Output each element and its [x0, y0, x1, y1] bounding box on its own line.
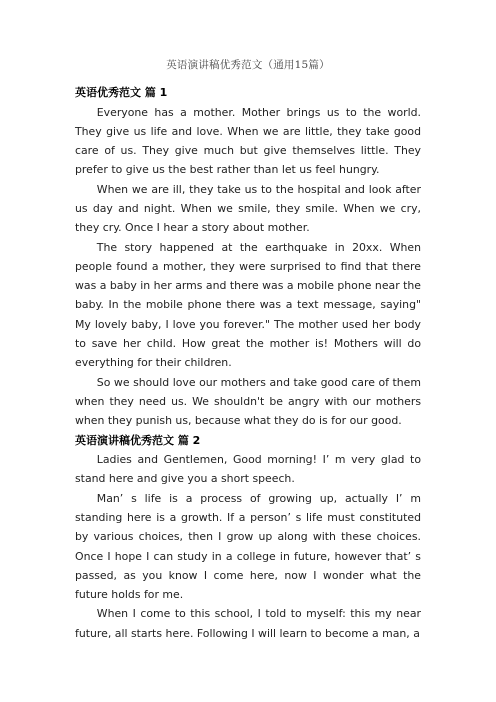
page-header: 英语演讲稿优秀范文（通用15篇） [166, 59, 330, 71]
paragraph: Everyone has a mother. Mother brings us to the world. They give us life and love. When we are little, they take good care of us. They give much but give themselves little. They prefer to give us the best rather than let us feel hungry. [75, 105, 421, 177]
paragraph: Ladies and Gentlemen, Good morning! I’ m very glad to stand here and give you a short speech. [75, 453, 421, 486]
document-body [75, 83, 421, 643]
paragraph: So we should love our mothers and take good care of them when they need us. We shouldn't be angry with our mothers when they punish us, because what they do is for our good. [75, 375, 421, 428]
paragraph: Man’ s life is a process of growing up, actually I’ m standing here is a growth. If a person’ s life must constituted by various choices, then I grow up along with these choices. Once I hope I can study in a college in future, however that’ s passed, as you know I come here, now I wonder what the future holds for me. [75, 491, 421, 602]
paragraph: When we are ill, they take us to the hospital and look after us day and night. When we smile, they smile. When we cry, they cry. Once I hear a story about mother. [75, 182, 421, 235]
section-heading: 英语优秀范文 篇 1 [75, 86, 168, 99]
section-heading: 英语演讲稿优秀范文 篇 2 [75, 433, 201, 447]
paragraph: The story happened at the earthquake in 20xx. When people found a mother, they were surprised to find that there was a baby in her arms and there was a mobile phone near the baby. In the mobile phone there was a text message, saying" My lovely baby, I love you forever." The mother used her body to save her child. How great the mother is! Mothers will do everything for their children. [75, 240, 422, 370]
paragraph: When I come to this school, I told to myself: this my near future, all starts here. Following I will learn to become a man, a [75, 607, 421, 640]
